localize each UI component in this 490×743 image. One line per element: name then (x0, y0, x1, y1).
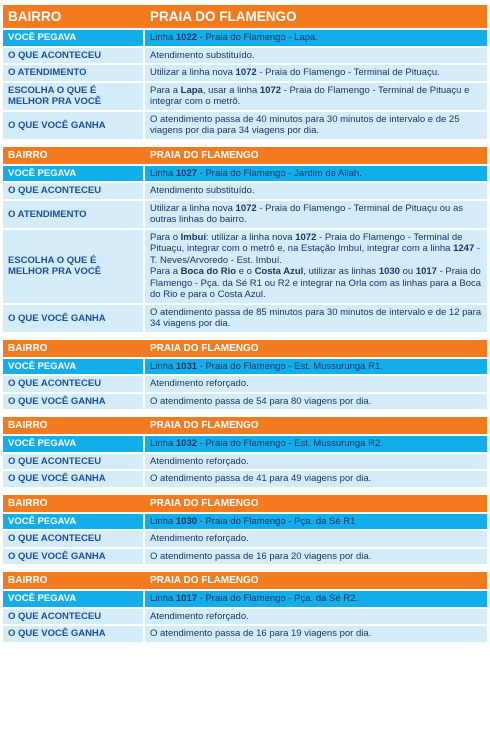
o-que-aconteceu-label: O QUE ACONTECEU (3, 48, 145, 64)
bairro-label: BAIRRO (3, 340, 145, 357)
o-que-aconteceu-value: Atendimento reforçado. (145, 454, 487, 470)
o-que-aconteceu-value: Atendimento reforçado. (145, 376, 487, 392)
bus-line-changes-document (3, 3, 487, 644)
o-que-aconteceu-value: Atendimento substituído. (145, 48, 487, 64)
bairro-label: BAIRRO (3, 495, 145, 512)
o-que-voce-ganha-label: O QUE VOCÊ GANHA (3, 305, 145, 332)
bairro-label: BAIRRO (3, 572, 145, 589)
o-que-aconteceu-value: Atendimento substituído. (145, 183, 487, 199)
voce-pegava-row (3, 30, 487, 46)
o-que-aconteceu-label: O QUE ACONTECEU (3, 454, 145, 470)
o-que-voce-ganha-label: O QUE VOCÊ GANHA (3, 112, 145, 139)
o-que-aconteceu-row (3, 376, 487, 392)
bairro-header-row (3, 340, 487, 357)
voce-pegava-row (3, 166, 487, 182)
voce-pegava-row (3, 514, 487, 530)
voce-pegava-row (3, 359, 487, 375)
o-que-aconteceu-row (3, 531, 487, 547)
o-que-aconteceu-label: O QUE ACONTECEU (3, 183, 145, 199)
bairro-header-row (3, 417, 487, 434)
voce-pegava-value: Linha 1027 - Praia do Flamengo - Jardim de Allah. (145, 166, 487, 182)
voce-pegava-row (3, 591, 487, 607)
escolha-value: Para o Imbuí: utilizar a linha nova 1072 - Praia do Flamengo - Terminal de Pituaçu, integrar com o metrô e, na Estação Imbuí, integrar com a linha 1247 - T. Neves/Arvoredo - Est. Imbuí. Para a Boca do Rio e o Costa Azul, utilizar as linhas 1030 ou 1017 - Praia do Flamengo - Pça. da Sé R1 ou R2 e integrar na Orla com as linhas para a Boca do Rio e para o Costa Azul. (145, 230, 487, 303)
o-atendimento-value: Utilizar a linha nova 1072 - Praia do Flamengo - Terminal de Pituaçu ou as outras linhas do bairro. (145, 201, 487, 228)
o-que-aconteceu-label: O QUE ACONTECEU (3, 531, 145, 547)
bairro-value: PRAIA DO FLAMENGO (145, 417, 487, 434)
o-que-voce-ganha-value: O atendimento passa de 16 para 20 viagens por dia. (145, 549, 487, 565)
o-que-aconteceu-row (3, 609, 487, 625)
o-que-voce-ganha-value: O atendimento passa de 41 para 49 viagens por dia. (145, 471, 487, 487)
o-que-aconteceu-label: O QUE ACONTECEU (3, 609, 145, 625)
line-block-1027 (3, 145, 487, 334)
o-atendimento-row (3, 201, 487, 228)
line-block-1032 (3, 415, 487, 489)
voce-pegava-value: Linha 1032 - Praia do Flamengo - Est. Mussurunga R2. (145, 436, 487, 452)
line-block-1017 (3, 570, 487, 644)
o-que-voce-ganha-label: O QUE VOCÊ GANHA (3, 394, 145, 410)
o-atendimento-label: O ATENDIMENTO (3, 201, 145, 228)
escolha-row (3, 83, 487, 110)
bairro-label: BAIRRO (3, 147, 145, 164)
line-block-1030 (3, 493, 487, 567)
o-que-voce-ganha-label: O QUE VOCÊ GANHA (3, 471, 145, 487)
o-atendimento-label: O ATENDIMENTO (3, 65, 145, 81)
o-que-aconteceu-value: Atendimento reforçado. (145, 531, 487, 547)
escolha-label: ESCOLHA O QUE É MELHOR PRA VOCÊ (3, 230, 145, 303)
o-que-voce-ganha-value: O atendimento passa de 54 para 80 viagens por dia. (145, 394, 487, 410)
o-que-voce-ganha-label: O QUE VOCÊ GANHA (3, 626, 145, 642)
bairro-header-row (3, 147, 487, 164)
line-block-1031 (3, 338, 487, 412)
bairro-value: PRAIA DO FLAMENGO (145, 5, 487, 28)
bairro-value: PRAIA DO FLAMENGO (145, 147, 487, 164)
o-que-voce-ganha-row (3, 305, 487, 332)
o-que-voce-ganha-value: O atendimento passa de 40 minutos para 30 minutos de intervalo e de 25 viagens por dia para 34 viagens por dia. (145, 112, 487, 139)
voce-pegava-value: Linha 1017 - Praia do Flamengo - Pça. da Sé R2. (145, 591, 487, 607)
o-que-voce-ganha-row (3, 549, 487, 565)
o-que-voce-ganha-row (3, 626, 487, 642)
o-que-aconteceu-value: Atendimento reforçado. (145, 609, 487, 625)
bairro-value: PRAIA DO FLAMENGO (145, 340, 487, 357)
o-que-voce-ganha-label: O QUE VOCÊ GANHA (3, 549, 145, 565)
escolha-value: Para a Lapa, usar a linha 1072 - Praia do Flamengo - Terminal de Pituaçu e integrar com o metrô. (145, 83, 487, 110)
escolha-row (3, 230, 487, 303)
o-que-aconteceu-row (3, 454, 487, 470)
bairro-label: BAIRRO (3, 417, 145, 434)
voce-pegava-label: VOCÊ PEGAVA (3, 359, 145, 375)
voce-pegava-value: Linha 1022 - Praia do Flamengo - Lapa. (145, 30, 487, 46)
voce-pegava-value: Linha 1030 - Praia do Flamengo - Pça. da Sé R1 (145, 514, 487, 530)
line-block-1022 (3, 3, 487, 141)
o-que-voce-ganha-row (3, 471, 487, 487)
o-que-voce-ganha-row (3, 112, 487, 139)
o-que-aconteceu-row (3, 48, 487, 64)
o-atendimento-value: Utilizar a linha nova 1072 - Praia do Flamengo - Terminal de Pituaçu. (145, 65, 487, 81)
voce-pegava-value: Linha 1031 - Praia do Flamengo - Est. Mussurunga R1. (145, 359, 487, 375)
voce-pegava-row (3, 436, 487, 452)
voce-pegava-label: VOCÊ PEGAVA (3, 30, 145, 46)
bairro-value: PRAIA DO FLAMENGO (145, 572, 487, 589)
bairro-value: PRAIA DO FLAMENGO (145, 495, 487, 512)
voce-pegava-label: VOCÊ PEGAVA (3, 591, 145, 607)
escolha-label: ESCOLHA O QUE É MELHOR PRA VOCÊ (3, 83, 145, 110)
voce-pegava-label: VOCÊ PEGAVA (3, 436, 145, 452)
voce-pegava-label: VOCÊ PEGAVA (3, 514, 145, 530)
o-que-voce-ganha-value: O atendimento passa de 16 para 19 viagens por dia. (145, 626, 487, 642)
voce-pegava-label: VOCÊ PEGAVA (3, 166, 145, 182)
o-que-aconteceu-row (3, 183, 487, 199)
bairro-header-row (3, 495, 487, 512)
o-que-voce-ganha-row (3, 394, 487, 410)
o-atendimento-row (3, 65, 487, 81)
o-que-voce-ganha-value: O atendimento passa de 85 minutos para 30 minutos de intervalo e de 12 para 34 viagens por dia. (145, 305, 487, 332)
bairro-label: BAIRRO (3, 5, 145, 28)
o-que-aconteceu-label: O QUE ACONTECEU (3, 376, 145, 392)
bairro-header-row (3, 5, 487, 28)
bairro-header-row (3, 572, 487, 589)
